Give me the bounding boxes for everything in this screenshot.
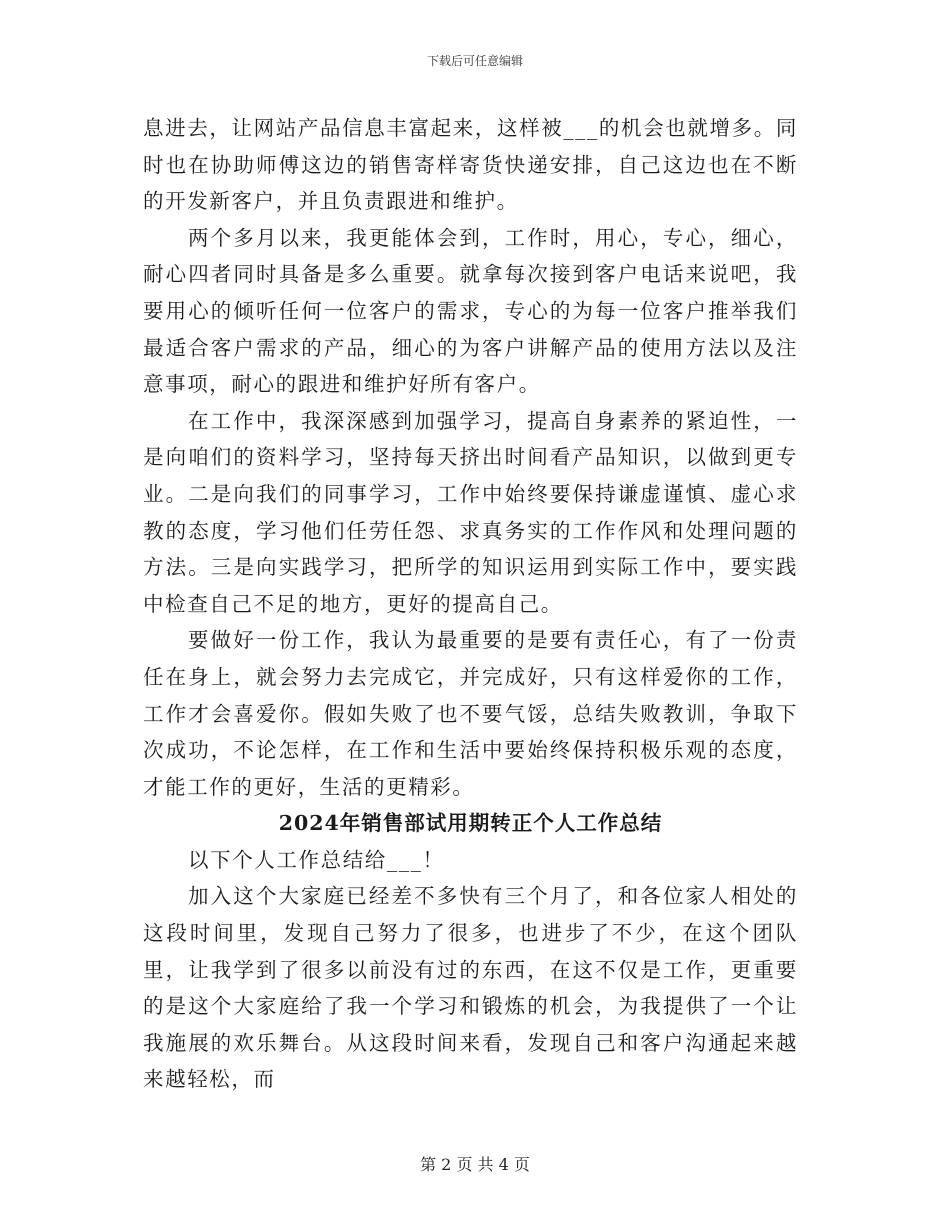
paragraph-intro: 以下个人工作总结给___！: [188, 847, 445, 872]
page-header: 下载后可任意编辑: [426, 54, 523, 68]
document-body: [143, 110, 798, 1098]
section-title: 2024年销售部试用期转正个人工作总结: [278, 811, 663, 836]
paragraph-responsibility: 要做好一份工作，我认为最重要的是要有责任心，有了一份责任在身上，就会努力去完成它，并完成好，只有这样爱你的工作，工作才会喜爱你。假如失败了也不要气馁，总结失败教训，争取下次成功，不论怎样，在工作和生活中要始终保持积极乐观的态度，才能工作的更好，生活的更精彩。: [143, 628, 798, 799]
page-footer: 第 2 页 共 4 页: [420, 1155, 530, 1174]
paragraph-attitude: 两个多月以来，我更能体会到，工作时，用心，专心，细心，耐心四者同时具备是多么重要。就拿每次接到客户电话来说吧，我要用心的倾听任何一位客户的需求，专心的为每一位客户推举我们最适合客户需求的产品，细心的为客户讲解产品的使用方法以及注意事项，耐心的跟进和维护好所有客户。: [143, 225, 798, 397]
paragraph-learning: 在工作中，我深深感到加强学习，提高自身素养的紧迫性，一是向咱们的资料学习，坚持每天挤出时间看产品知识，以做到更专业。二是向我们的同事学习，工作中始终要保持谦虚谨慎、虚心求教的态度，学习他们任劳任怨、求真务实的工作作风和处理问题的方法。三是向实践学习，把所学的知识运用到实际工作中，要实践中检查自己不足的地方，更好的提高自己。: [143, 408, 798, 616]
paragraph-continuation: 息进去，让网站产品信息丰富起来，这样被___的机会也就增多。同时也在协助师傅这边的销售寄样寄货快递安排，自己这边也在不断的开发新客户，并且负责跟进和维护。: [143, 116, 798, 214]
paragraph-team: 加入这个大家庭已经差不多快有三个月了，和各位家人相处的这段时间里，发现自己努力了很多，也进步了不少，在这个团队里，让我学到了很多以前没有过的东西，在这不仅是工作，更重要的是这个大家庭给了我一个学习和锻炼的机会，为我提供了一个让我施展的欢乐舞台。从这段时间来看，发现自己和客户沟通起来越来越轻松，而: [143, 884, 798, 1092]
